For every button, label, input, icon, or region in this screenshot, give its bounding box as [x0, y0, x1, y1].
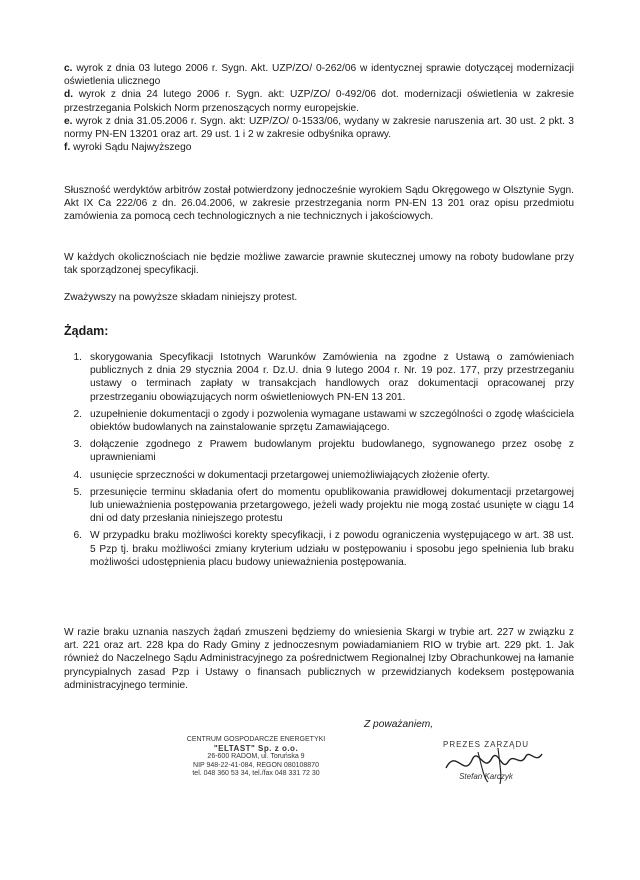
ruling-item-f: f. wyroki Sądu Najwyższego — [64, 142, 192, 154]
demand-item-3: 3. dołączenie zgodnego z Prawem budowlanym projektu budowlanego, sygnowanego przez osobę z uprawnieniami — [73, 439, 574, 464]
demands-heading: Żądam: — [64, 324, 109, 338]
demand-item-4: 4. usunięcie sprzeczności w dokumentacji przetargowej uniemożliwiających złożenie oferty. — [73, 469, 490, 481]
paragraph-court-confirmation: Słuszność werdyktów arbitrów został potwierdzony jednocześnie wyrokiem Sądu Okręgowego w Olsztynie Sygn. Akt IX Ca 222/06 z dn. 26.04.2006, w zakresie przestrzegania norm PN-EN 13 201 oraz opisu przedmiotu zamówienia za pomocą cech technologicznych a nie technicznych i jakościowych. — [64, 185, 574, 223]
handwritten-signature — [438, 738, 548, 790]
signature-stamp-title: PREZES ZARZĄDU — [442, 740, 529, 749]
demand-item-6: 6. W przypadku braku możliwości korekty specyfikacji, i z powodu ograniczenia występującego w art. 38 ust. 5 Pzp tj. braku możliwości zmiany kryterium udziału w postępowaniu i sposobu jego spełnienia lub braku możliwości udostępnienia placu budowy unieważnienia postępowania. — [73, 530, 574, 568]
company-stamp-phone: tel. 048 360 53 34, tel./fax 048 331 72 30 — [192, 770, 320, 778]
ruling-item-d: d. wyrok z dnia 24 lutego 2006 r. Sygn. akt: UZP/ZO/ 0-492/06 dot. modernizacji oświetlenia w zakresie przestrzegania Polskich Norm przenoszących normy europejskie. — [64, 89, 574, 114]
closing-salutation: Z poważaniem, — [364, 719, 434, 730]
demand-item-5: 5. przesunięcie terminu składania ofert do momentu opublikowania prawidłowej dokumentacji przetargowej lub unieważnienia postępowania przetargowego, jeżeli wady projektu nie mogą zostać usunięte w ciągu 14 dni od daty przesłania niniejszego protestu — [73, 486, 574, 525]
company-stamp-tax-ids: NIP 948-22-41-084, REGON 080108870 — [193, 761, 319, 769]
company-stamp — [176, 736, 336, 798]
referenced-rulings-list — [64, 62, 574, 154]
demand-item-1: 1. skorygowania Specyfikacji Istotnych Warunków Zamówienia na zgodne z Ustawą o zamówieniach publicznych z dnia 29 stycznia 2004 r. Dz.U. dnia 9 lutego 2004 r. Nr. 19 poz. 177, przy przestrzeganiu ustawy o terminach zapłaty w transakcjach handlowych oraz dokumentacji opracowanej przy przestrzeganiu obowiązujących norm oświetleniowych PN-EN 13 201. — [73, 352, 574, 403]
paragraph-legal-recourse: W razie braku uznania naszych żądań zmuszeni będziemy do wniesienia Skargi w trybie art. 227 w związku z art. 221 oraz art. 228 kpa do Rady Gminy z jednoczesnym powiadamianiem RIO w trybie art. 229 pkt. 1. Jak również do Naczelnego Sądu Administracyjnego za pośrednictwem Regionalnej Izby Obrachunkowej na łamanie pryncypialnych zasad Pzp i Ustawy o finansach publicznych w przewidzianych kodeksem postępowania administracyjnego terminie. — [64, 627, 574, 691]
company-stamp-name: "ELTAST" Sp. z o.o. — [213, 743, 299, 753]
ruling-item-c: c. wyrok z dnia 03 lutego 2006 r. Sygn. Akt. UZP/ZO/ 0-262/06 w identycznej sprawie dotyczącej modernizacji oświetlenia ulicznego — [64, 63, 574, 88]
ruling-item-e: e. wyrok z dnia 31.05.2006 r. Sygn. akt: UZP/ZO/ 0-1533/06, wydany w zakresie naruszenia art. 30 ust. 2 pkt. 3 normy PN-EN 13201 oraz art. 29 ust. 1 i 2 w zakresie odbyśnika oprawy. — [64, 115, 574, 141]
signature-stamp-name: Stefan Karczyk — [459, 772, 513, 781]
company-stamp-line1: CENTRUM GOSPODARCZE ENERGETYKI — [186, 736, 326, 743]
paragraph-protest-statement: Zważywszy na powyższe składam niniejszy protest. — [64, 292, 298, 303]
company-stamp-address: 26-600 RADOM, ul. Toruńska 9 — [207, 753, 305, 761]
paragraph-contract-validity: W każdych okolicznościach nie będzie możliwe zawarcie prawnie skutecznej umowy na roboty budowlane przy tak sporządzonej specyfikacji. — [64, 252, 574, 277]
demands-list — [64, 351, 574, 573]
demand-item-2: 2. uzupełnienie dokumentacji o zgody i pozwolenia wymagane ustawami w szczególności o zgodę właściciela obiektów budowlanych na zainstalowanie sprzętu Zamawiającego. — [73, 408, 574, 434]
